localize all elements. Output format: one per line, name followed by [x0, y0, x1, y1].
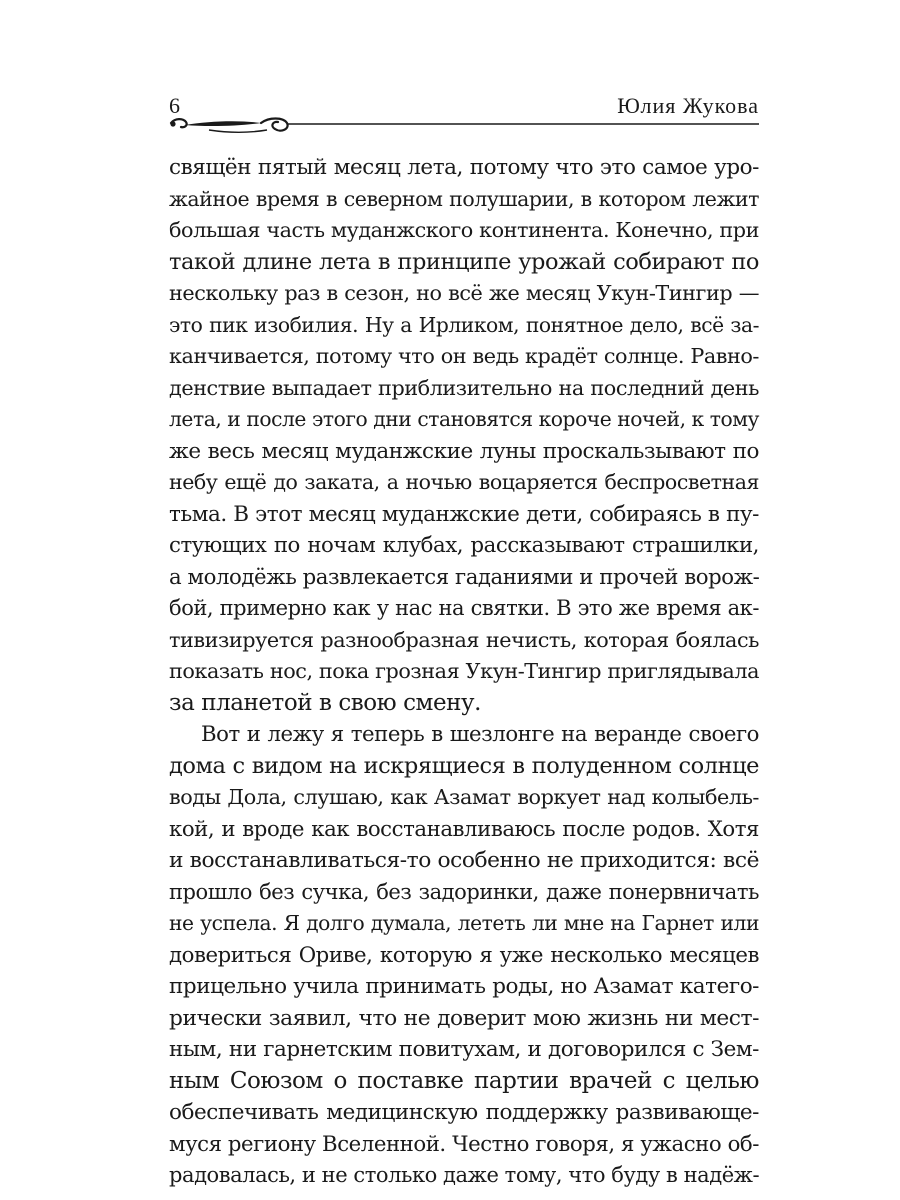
- body-text: [169, 152, 759, 1192]
- text-line: показать нос, пока грозная Укун-Тингир приглядывала: [169, 659, 759, 683]
- text-line: прошло без сучка, без задоринки, даже понервничать: [169, 879, 759, 904]
- text-line: ным Союзом о поставке партии врачей с целью: [169, 1067, 759, 1094]
- text-line: большая часть муданжского континента. Конечно, при: [169, 218, 759, 242]
- text-line: кой, и вроде как восстанавливаюсь после родов. Хотя: [169, 816, 759, 842]
- text-line: муся региону Вселенной. Честно говоря, я ужасно об-: [169, 1131, 759, 1157]
- text-line: лета, и после этого дни становятся короче ночей, к тому: [169, 407, 759, 431]
- page-number: 6: [169, 93, 180, 118]
- text-line: обеспечивать медицинскую поддержку развивающе-: [169, 1100, 759, 1125]
- text-line: не успела. Я долго думала, лететь ли мне на Гарнет или: [169, 911, 759, 935]
- text-line: а молодёжь развлекается гаданиями и прочей ворож-: [169, 564, 760, 590]
- text-line: же весь месяц муданжские луны проскальзывают по: [169, 438, 759, 464]
- text-line: канчивается, потому что он ведь крадёт солнце. Равно-: [169, 344, 759, 368]
- text-line: свящён пятый месяц лета, потому что это самое уро-: [169, 155, 759, 180]
- text-line: небу ещё до заката, а ночью воцаряется беспросветная: [169, 470, 759, 494]
- text-line: нескольку раз в сезон, но всё же месяц Укун-Тингир —: [169, 281, 759, 305]
- text-line: тьма. В этот месяц муданжские дети, собираясь в пу-: [169, 501, 759, 527]
- text-line: воды Дола, слушаю, как Азамат воркует над колыбель-: [169, 785, 759, 809]
- text-line: это пик изобилия. Ну а Ирликом, понятное дело, всё за-: [169, 312, 759, 337]
- text-line: бой, примерно как у нас на святки. В это же время ак-: [169, 596, 759, 620]
- text-line: довериться Ориве, которую я уже несколько месяцев: [169, 942, 759, 968]
- paragraph-start-line: Вот и лежу я теперь в шезлонге на веранде своего: [201, 722, 759, 747]
- text-line: тивизируется разнообразная нечисть, которая боялась: [169, 627, 759, 652]
- text-line: дома с видом на искрящиеся в полуденном солнце: [169, 752, 759, 779]
- paragraph-end-line: за планетой в свою смену.: [169, 689, 481, 716]
- header-ornament-rule: [169, 114, 759, 138]
- text-line: стующих по ночам клубах, рассказывают страшилки,: [169, 533, 759, 558]
- text-line: жайное время в северном полушарии, в котором лежит: [169, 186, 759, 211]
- running-header: [169, 92, 759, 138]
- text-line: и восстанавливаться-то особенно не приходится: всё: [169, 848, 759, 873]
- text-line: прицельно учила принимать роды, но Азамат катего-: [169, 974, 759, 999]
- text-line: такой длине лета в принципе урожай собирают по: [169, 248, 759, 275]
- running-head-author: Юлия Жукова: [617, 93, 759, 118]
- text-line: денствие выпадает приблизительно на последний день: [169, 375, 759, 400]
- text-line: рически заявил, что не доверит мою жизнь ни мест-: [169, 1005, 759, 1031]
- text-line: радовалась, и не столько даже тому, что буду в надёж-: [169, 1163, 760, 1187]
- text-line: ным, ни гарнетским повитухам, и договорился с Зем-: [169, 1037, 759, 1062]
